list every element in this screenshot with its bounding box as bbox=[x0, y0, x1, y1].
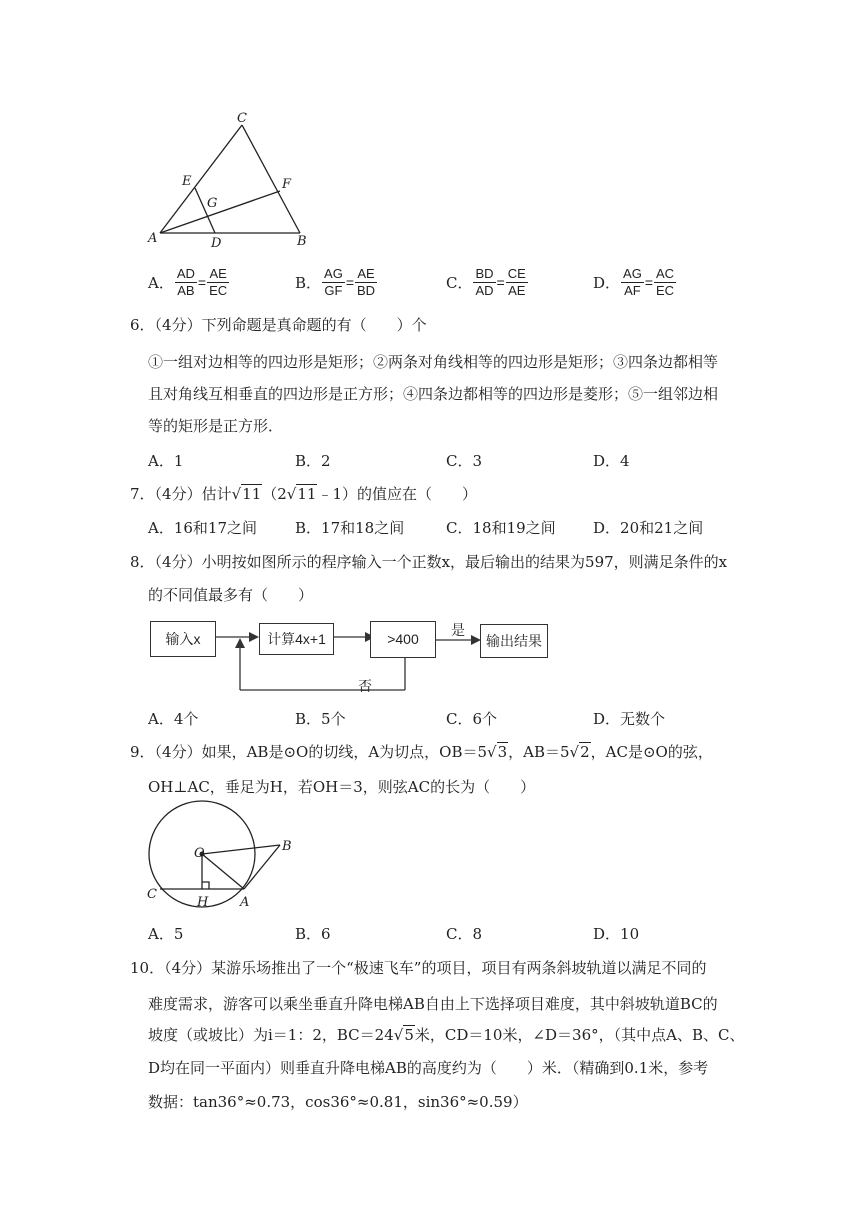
q5-option-d[interactable]: D． $\frac{AG}{AF}$ = $\frac{AC}{EC}$ bbox=[593, 266, 675, 298]
q5-option-b[interactable]: B． $\frac{AG}{GF}$ = $\frac{AE}{BD}$ bbox=[295, 266, 376, 298]
fraction: $\frac{AC}{EC}$ bbox=[656, 266, 675, 298]
sqrt-symbol: √11 bbox=[231, 485, 262, 503]
q9-option-d[interactable]: D．10 bbox=[593, 925, 640, 943]
point-d-label: D bbox=[211, 236, 222, 251]
flow-input-box: 输入x bbox=[150, 621, 216, 657]
point-c-label: C bbox=[147, 887, 157, 902]
fraction: $\frac{AG}{AF}$ bbox=[623, 266, 642, 298]
q10-line5: 数据：tan36°≈0.73，cos36°≈0.81，sin36°≈0.59） bbox=[148, 1093, 528, 1111]
sqrt-symbol: √3 bbox=[487, 743, 508, 761]
point-g-label: G bbox=[207, 196, 218, 211]
q10-line1: 10．（4分）某游乐场推出了一个“极速飞车”的项目，项目有两条斜坡轨道以满足不同的 bbox=[130, 959, 707, 977]
point-a-label: A bbox=[148, 231, 158, 246]
q10-line2: 难度需求，游客可以乘坐垂直升降电梯AB自由上下选择项目难度，其中斜坡轨道BC的 bbox=[148, 995, 718, 1013]
q8-stem-line1: 8．（4分）小明按如图所示的程序输入一个正数x，最后输出的结果为597，则满足条件的x bbox=[130, 553, 728, 571]
q8-option-c[interactable]: C．6个 bbox=[446, 710, 498, 728]
q8-option-b[interactable]: B．5个 bbox=[295, 710, 346, 728]
fraction: $\frac{CE}{AE}$ bbox=[507, 266, 526, 298]
q9-option-b[interactable]: B．6 bbox=[295, 925, 331, 943]
point-c-label: C bbox=[237, 111, 247, 126]
q7-option-d[interactable]: D．20和21之间 bbox=[593, 519, 704, 537]
q7-stem: 7．（4分）估计√11（2√11﹣1）的值应在（ ） bbox=[130, 485, 477, 503]
fraction: $\frac{BD}{AD}$ bbox=[475, 266, 494, 298]
fraction: $\frac{AD}{AB}$ bbox=[176, 266, 195, 298]
sqrt-symbol: √2 bbox=[569, 743, 590, 761]
triangle-figure bbox=[140, 105, 320, 255]
circle-figure bbox=[140, 800, 310, 912]
sqrt-symbol: √11 bbox=[286, 485, 317, 503]
point-h-label: H bbox=[197, 895, 209, 910]
q6-body-line3: 等的矩形是正方形． bbox=[148, 417, 284, 435]
q6-option-a[interactable]: A．1 bbox=[148, 452, 184, 470]
q6-option-b[interactable]: B．2 bbox=[295, 452, 331, 470]
q6-body-line2: 且对角线互相垂直的四边形是正方形；④四条边都相等的四边形是菱形；⑤一组邻边相 bbox=[148, 385, 719, 403]
q6-body-line1: ①一组对边相等的四边形是矩形；②两条对角线相等的四边形是矩形；③四条边都相等 bbox=[148, 353, 719, 371]
q7-option-c[interactable]: C．18和19之间 bbox=[446, 519, 556, 537]
q6-option-c[interactable]: C．3 bbox=[446, 452, 483, 470]
point-f-label: F bbox=[282, 177, 292, 192]
point-b-label: B bbox=[297, 234, 307, 249]
flow-output-box: 输出结果 bbox=[480, 624, 548, 658]
point-a-label: A bbox=[240, 895, 250, 910]
fraction: $\frac{AE}{EC}$ bbox=[209, 266, 228, 298]
flow-condition-box: >400 bbox=[370, 621, 436, 658]
q5-option-c[interactable]: C． $\frac{BD}{AD}$ = $\frac{CE}{AE}$ bbox=[446, 266, 526, 298]
q8-option-a[interactable]: A．4个 bbox=[148, 710, 199, 728]
fraction: $\frac{AE}{BD}$ bbox=[357, 266, 376, 298]
sqrt-symbol: √5 bbox=[393, 1026, 414, 1044]
q9-stem-line1: 9．（4分）如果，AB是⊙O的切线，A为切点，OB＝5√3，AB＝5√2，AC是⊙O的弦， bbox=[130, 743, 713, 761]
q6-stem: 6．（4分）下列命题是真命题的有（ ）个 bbox=[130, 316, 427, 334]
q8-stem-line2: 的不同值最多有（ ） bbox=[148, 586, 314, 604]
fraction: $\frac{AG}{GF}$ bbox=[324, 266, 343, 298]
point-b-label: B bbox=[282, 839, 292, 854]
q5-option-a[interactable]: A． $\frac{AD}{AB}$ = $\frac{AE}{EC}$ bbox=[148, 266, 228, 298]
q9-stem-line2: OH⊥AC，垂足为H，若OH＝3，则弦AC的长为（ ） bbox=[148, 778, 536, 796]
q8-option-d[interactable]: D．无数个 bbox=[593, 710, 666, 728]
q9-option-c[interactable]: C．8 bbox=[446, 925, 483, 943]
point-o-label: O bbox=[194, 846, 205, 861]
point-e-label: E bbox=[182, 174, 192, 189]
q10-line3: 坡度（或坡比）为i＝1：2，BC＝24√5米，CD＝10米，∠D＝36°，（其中点A、B、C、 bbox=[148, 1026, 745, 1044]
q9-option-a[interactable]: A．5 bbox=[148, 925, 184, 943]
q7-option-a[interactable]: A．16和17之间 bbox=[148, 519, 258, 537]
flow-yes-label: 是 bbox=[451, 622, 465, 638]
q6-option-d[interactable]: D．4 bbox=[593, 452, 630, 470]
q10-line4: D均在同一平面内）则垂直升降电梯AB的高度约为（ ）米．（精确到0.1米，参考 bbox=[148, 1059, 709, 1077]
flow-no-label: 否 bbox=[358, 678, 372, 694]
q7-option-b[interactable]: B．17和18之间 bbox=[295, 519, 405, 537]
flow-calc-box: 计算4x+1 bbox=[259, 623, 334, 655]
